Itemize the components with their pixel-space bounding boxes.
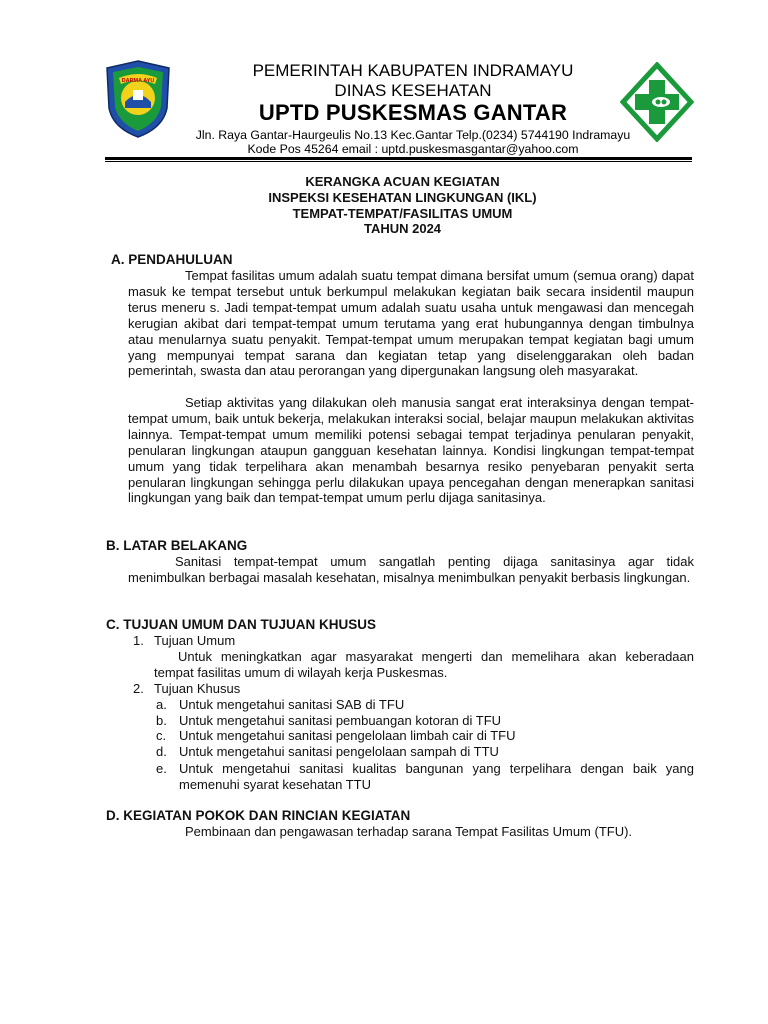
sub-item-text: Untuk mengetahui sanitasi pengelolaan limbah cair di TFU — [179, 728, 516, 743]
sub-item-letter: d. — [156, 744, 167, 759]
section-c-heading: C. TUJUAN UMUM DAN TUJUAN KHUSUS — [106, 617, 376, 632]
doc-title-line-3: TEMPAT-TEMPAT/FASILITAS UMUM — [292, 206, 513, 221]
item-2-label: Tujuan Khusus — [154, 681, 241, 696]
indramayu-regency-emblem-icon — [105, 60, 171, 138]
item-2-number: 2. — [133, 681, 144, 696]
letterhead-government: PEMERINTAH KABUPATEN INDRAMAYU — [252, 61, 574, 80]
doc-title-line-2: INSPEKSI KESEHATAN LINGKUNGAN (IKL) — [268, 190, 537, 205]
sub-item-letter: a. — [156, 697, 167, 712]
letterhead-divider-thick — [105, 157, 692, 160]
letterhead-department: DINAS KESEHATAN — [334, 81, 492, 100]
section-d-heading: D. KEGIATAN POKOK DAN RINCIAN KEGIATAN — [106, 808, 411, 823]
letterhead-divider-thin — [105, 161, 692, 162]
section-a-heading: A. PENDAHULUAN — [111, 252, 233, 267]
doc-title-line-4: TAHUN 2024 — [363, 221, 442, 236]
section-a-paragraph-2: Setiap aktivitas yang dilakukan oleh manusia sangat erat interaksinya dengan tempat-tempat umum, baik untuk bekerja, melakukan interaksi social, belajar maupun melakukan aktivitas lainnya. Tempat-tempat umum memiliki potensi sebagai tempat terjadinya penularan penyakit, penularan lingkungan ataupun gangguan kesehatan lainnya. Kondisi lingkungan tempat-tempat umum yang tidak terpelihara akan menambah besarnya resiko penyebaran penyakit serta penularan lingkungan sehingga perlu dilakukan upaya pencegahan dengan menerapkan sanitasi lingkungan yang baik dan tempat-tempat umum perlu dijaga sanitasinya. — [128, 395, 694, 506]
sub-item-letter: e. — [156, 761, 167, 776]
sub-item-text: Untuk mengetahui sanitasi SAB di TFU — [179, 697, 405, 712]
letterhead-address: Jln. Raya Gantar-Haurgeulis No.13 Kec.Gantar Telp.(0234) 5744190 Indramayu — [195, 128, 631, 142]
item-1-label: Tujuan Umum — [154, 633, 236, 648]
section-b-paragraph: Sanitasi tempat-tempat umum sangatlah penting dijaga sanitasinya agar tidak menimbulkan berbagai masalah kesehatan, misalnya menimbulkan penyakit berbasis lingkungan. — [128, 554, 694, 585]
item-1-number: 1. — [133, 633, 144, 648]
sub-item-text: Untuk mengetahui sanitasi kualitas bangunan yang terpelihara dengan baik yang memenuhi syarat kesehatan TTU — [179, 761, 694, 792]
emblem-banner-text: DARMA AYU — [121, 78, 155, 84]
sub-item-text: Untuk mengetahui sanitasi pembuangan kotoran di TFU — [179, 713, 502, 728]
section-a-paragraph-1: Tempat fasilitas umum adalah suatu tempat dimana bersifat umum (semua orang) dapat masuk ke tempat tersebut untuk berkumpul melakukan kegiatan baik secara insidentil maupun terus meneru s. Jadi tempat-tempat umum adalah suatu usaha untuk mengawasi dan mencegah kerugian akibat dari tempat-tempat umum terutama yang erat hubungannya dengan timbulnya atau menularnya suatu penyakit. Tempat-tempat umum merupakan tempat kegiatan bagi umum yang mempunyai tempat sarana dan kegiatan tetap yang diselenggarakan oleh badan pemerintah, swasta dan atau perorangan yang dipergunakan langsung oleh masyarakat. — [128, 268, 694, 379]
doc-title-line-1: KERANGKA ACUAN KEGIATAN — [305, 174, 500, 189]
sub-item-letter: b. — [156, 713, 167, 728]
section-d-paragraph: Pembinaan dan pengawasan terhadap sarana Tempat Fasilitas Umum (TFU). — [185, 824, 633, 839]
sub-item-letter: c. — [156, 728, 167, 743]
section-b-heading: B. LATAR BELAKANG — [106, 538, 248, 553]
item-1-text: Untuk meningkatkan agar masyarakat mengerti dan memelihara akan keberadaan tempat fasilitas umum di wilayah kerja Puskesmas. — [154, 649, 694, 680]
sub-item-text: Untuk mengetahui sanitasi pengelolaan sampah di TTU — [179, 744, 499, 759]
letterhead-institution: UPTD PUSKESMAS GANTAR — [258, 100, 568, 125]
letterhead-postal-email: Kode Pos 45264 email : uptd.puskesmasgantar@yahoo.com — [247, 142, 579, 156]
